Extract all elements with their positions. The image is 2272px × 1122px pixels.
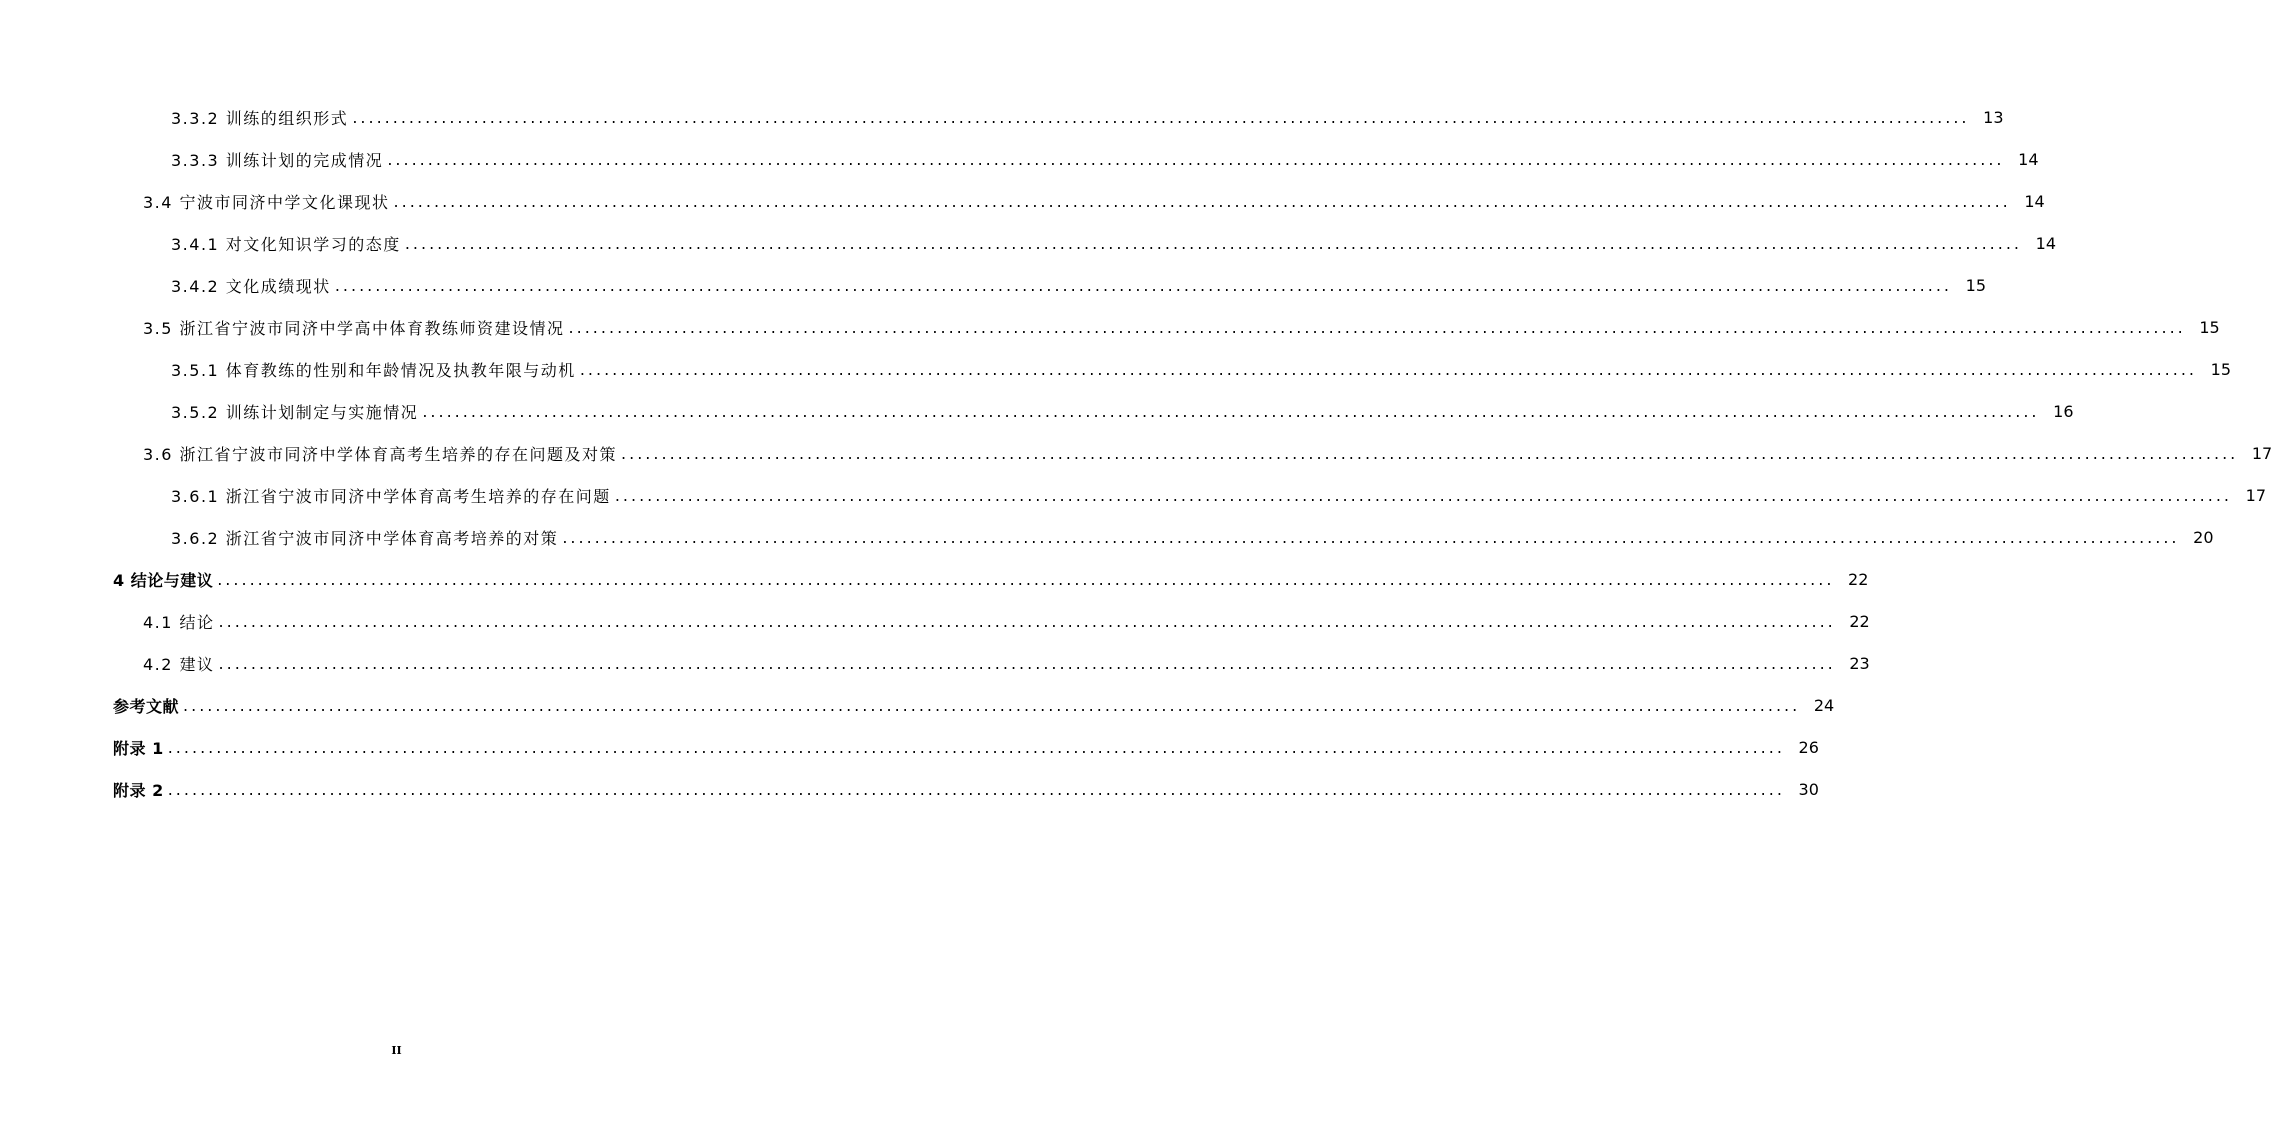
toc-entry-page-number: 13 [1983,107,2004,127]
toc-dot-leader: ........................................................................................................................................................................................................ [393,191,2011,211]
toc-entry [0,306,2220,348]
toc-entry-title: 3.6.1 浙江省宁波市同济中学体育高考生培养的存在问题 [171,486,611,506]
toc-entry-page-number: 15 [2199,317,2220,337]
toc-entry-page-number: 14 [2018,149,2039,169]
toc-entry [0,138,2039,180]
toc-entry [0,600,1870,642]
toc-entry-title: 3.3.3 训练计划的完成情况 [171,150,384,170]
toc-entry-title: 3.6 浙江省宁波市同济中学体育高考生培养的存在问题及对策 [143,444,618,464]
toc-entry-page-number: 17 [2245,485,2266,505]
toc-entry-title: 参考文献 [113,696,180,716]
toc-entry-page-number: 26 [1798,737,1819,757]
toc-entry [0,684,1835,726]
toc-entry-title: 4.2 建议 [143,654,215,674]
toc-entry [0,474,2266,516]
toc-entry [0,222,2056,264]
toc-entry-page-number: 14 [2024,191,2045,211]
toc-entry-title: 4.1 结论 [143,612,215,632]
toc-entry-title: 附录 2 [113,780,164,800]
toc-entry [0,726,1819,768]
toc-entry [0,264,1986,306]
toc-dot-leader: ........................................................................................................................................................................................................ [387,149,2005,169]
toc-entry [0,432,2272,474]
toc-entry-page-number: 15 [1965,275,1986,295]
toc-entry [0,96,2004,138]
toc-dot-leader: ........................................................................................................................................................................................................ [218,653,1836,673]
toc-entry-page-number: 30 [1798,779,1819,799]
toc-entry [0,768,1819,810]
page-footer-number: II [391,1044,402,1057]
toc-dot-leader: ........................................................................................................................................................................................................ [217,569,1835,589]
toc-entry [0,348,2231,390]
toc-entry [0,516,2214,558]
toc-entry-title: 3.5 浙江省宁波市同济中学高中体育教练师资建设情况 [143,318,565,338]
toc-entry-title: 3.3.2 训练的组织形式 [171,108,349,128]
toc-dot-leader: ........................................................................................................................................................................................................ [579,359,2197,379]
toc-entry-title: 3.6.2 浙江省宁波市同济中学体育高考培养的对策 [171,528,559,548]
toc-dot-leader: ........................................................................................................................................................................................................ [334,275,1952,295]
toc-entry-page-number: 24 [1813,695,1835,715]
toc-entry [0,390,2074,432]
toc-dot-leader: ........................................................................................................................................................................................................ [167,737,1785,757]
toc-entry-page-number: 22 [1848,569,1869,589]
toc-entry-page-number: 23 [1849,653,1870,673]
toc-entry-page-number: 14 [2035,233,2056,253]
toc-entry-title: 3.4.1 对文化知识学习的态度 [171,234,401,254]
toc-entry-page-number: 16 [2053,401,2074,421]
toc-dot-leader: ........................................................................................................................................................................................................ [404,233,2022,253]
table-of-contents [0,96,2272,810]
toc-entry-title: 3.5.2 训练计划制定与实施情况 [171,402,419,422]
toc-entry [0,558,1869,600]
toc-dot-leader: ........................................................................................................................................................................................................ [568,317,2186,337]
toc-entry-page-number: 22 [1849,611,1870,631]
toc-dot-leader: ........................................................................................................................................................................................................ [218,611,1836,631]
toc-entry-page-number: 17 [2251,443,2272,463]
toc-entry [0,642,1870,684]
toc-dot-leader: ........................................................................................................................................................................................................ [621,443,2239,463]
toc-entry-title: 3.5.1 体育教练的性别和年龄情况及执教年限与动机 [171,360,576,380]
toc-dot-leader: ........................................................................................................................................................................................................ [167,779,1785,799]
toc-dot-leader: ........................................................................................................................................................................................................ [422,401,2040,421]
toc-entry-title: 4 结论与建议 [113,570,214,590]
toc-entry-page-number: 20 [2193,527,2214,547]
toc-dot-leader: ........................................................................................................................................................................................................ [352,107,1970,127]
toc-dot-leader: ........................................................................................................................................................................................................ [183,695,1801,715]
toc-dot-leader: ........................................................................................................................................................................................................ [614,485,2232,505]
toc-entry-title: 附录 1 [113,738,164,758]
toc-entry [0,180,2045,222]
toc-dot-leader: ........................................................................................................................................................................................................ [562,527,2180,547]
toc-entry-title: 3.4 宁波市同济中学文化课现状 [143,192,390,212]
toc-entry-title: 3.4.2 文化成绩现状 [171,276,331,296]
toc-entry-page-number: 15 [2210,359,2231,379]
